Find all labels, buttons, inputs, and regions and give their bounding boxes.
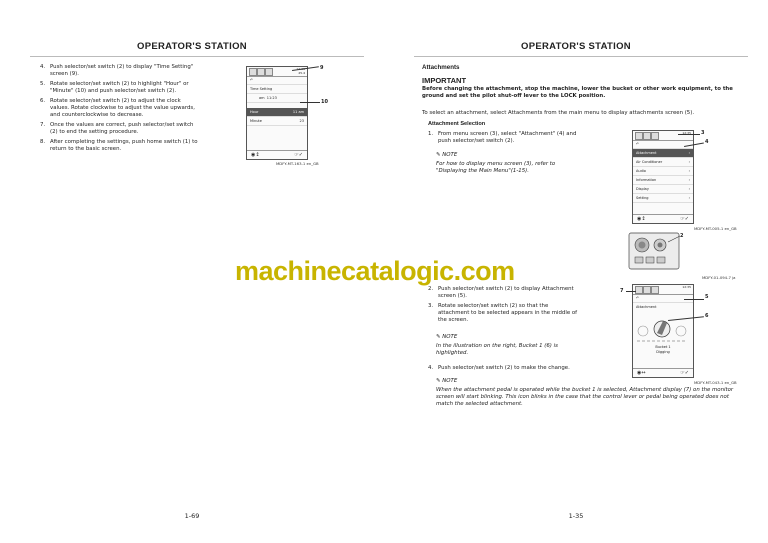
- screen-bottom-bar: [633, 368, 693, 377]
- important-text: Before changing the attachment, stop the machine, lower the bucket or other work equipment, to the ground and set the pilot shut-off lever to the LOCK position.: [422, 86, 733, 99]
- step-item: 1. From menu screen (3), select "Attachment" (4) and push selector/set switch (2).: [428, 131, 577, 144]
- section-heading: Attachments: [422, 64, 460, 71]
- figure-caption: MDFY-MT-163-1 en_GB: [276, 161, 319, 166]
- time-display: am 11:23: [247, 94, 307, 103]
- screen-status-bar: [633, 131, 693, 141]
- note-text: For how to display menu screen (3), refer to "Displaying the Main Menu"(1-15).: [436, 161, 556, 174]
- left-page-title: OPERATOR'S STATION: [137, 41, 247, 52]
- callout-3: 3: [701, 130, 705, 136]
- menu-item-attachment: Attachment ›: [633, 149, 693, 158]
- step-item: 4. Push selector/set switch (2) to display "Time Setting" screen (9).: [40, 64, 194, 77]
- callout-10: 10: [321, 99, 328, 105]
- switch-panel-figure: [628, 232, 682, 272]
- screen-title: Attachment: [636, 305, 657, 309]
- step-item: 3. Rotate selector/set switch (2) so that the attachment to be selected appears in the middle of the screen.: [428, 303, 578, 323]
- step-item: 8. After completing the settings, push home switch (1) to return to the basic screen.: [40, 139, 198, 152]
- status-cell: [651, 132, 659, 140]
- callout-6: 6: [705, 313, 709, 319]
- confirm-check-icon: ☞✓: [294, 152, 303, 158]
- screen-bottom-bar: [633, 214, 693, 223]
- figure-caption: MDFY-01-094-7 ja: [702, 275, 736, 280]
- screen-status-bar: [633, 285, 693, 295]
- menu-item-information: Information ›: [633, 176, 693, 185]
- minute-row: Minute 23: [247, 117, 307, 126]
- menu-item-display: Display ›: [633, 185, 693, 194]
- watermark-text: machinecatalogic.com: [235, 256, 515, 286]
- menu-item-setting: Setting ›: [633, 194, 693, 203]
- steps-a: [428, 131, 578, 148]
- callout-5: 5: [705, 294, 709, 300]
- bucket-carousel: [633, 311, 691, 345]
- note-label: ✎ NOTE: [436, 152, 458, 158]
- status-cell: [643, 132, 651, 140]
- note-label: ✎ NOTE: [436, 378, 458, 384]
- steps-c: [428, 365, 578, 375]
- confirm-check-icon: ☞✓: [680, 370, 689, 376]
- step-item: 6. Rotate selector/set switch (2) to adjust the clock values. Rotate clockwise to adjust the value upwards, and counterclockwise to decrease.: [40, 98, 195, 118]
- left-title-rule: [30, 56, 364, 57]
- subsection-heading: Attachment Selection: [428, 121, 486, 127]
- step-item: 5. Rotate selector/set switch (2) to highlight "Hour" or "Minute" (10) and push selector/set switch (2).: [40, 81, 189, 94]
- figure-caption: MDFY-MT-043-1 en_GB: [694, 380, 737, 385]
- note-text: When the attachment pedal is operated while the bucket 1 is selected, Attachment display (7) on the monitor screen will start blinking. This icon blinks in the case that the control lever or pedal being operated does not match the selected attachment.: [436, 387, 734, 407]
- callout-leader: [678, 134, 700, 135]
- callout-9: 9: [320, 65, 324, 71]
- note-text: In the illustration on the right, Bucket 1 (6) is highlighted.: [436, 343, 558, 356]
- callout-2: 2: [680, 233, 684, 239]
- selected-attachment: Bucket 1 Digging: [655, 345, 671, 354]
- callout-leader: [300, 102, 320, 103]
- callout-leader: [684, 299, 704, 300]
- screen-clock: 12:35: [682, 131, 691, 135]
- callout-4: 4: [705, 139, 709, 145]
- steps-b: [428, 286, 578, 327]
- dial-icon: ◉↔: [637, 370, 646, 376]
- screen-clock: 12:35: [682, 285, 691, 289]
- back-icon: ↶: [633, 141, 693, 149]
- status-cell: [651, 286, 659, 294]
- confirm-check-icon: ☞✓: [680, 216, 689, 222]
- menu-item-audio: Audio ›: [633, 167, 693, 176]
- dial-icon: ◉↕: [637, 216, 646, 222]
- screen-bottom-bar: [247, 150, 307, 159]
- status-cell: [249, 68, 257, 76]
- screen-clock: 12:35 25.4: [296, 67, 305, 75]
- menu-screen: [632, 130, 694, 224]
- left-page-number: 1-69: [184, 512, 200, 520]
- hour-row: Hour 11 am: [247, 108, 307, 117]
- status-cell: [643, 286, 651, 294]
- pencil-icon: ✎: [436, 378, 441, 384]
- callout-7: 7: [620, 288, 624, 294]
- back-icon: ↶: [633, 295, 693, 303]
- right-page-number: 1-35: [568, 512, 584, 520]
- pencil-icon: ✎: [436, 334, 441, 340]
- right-page-title: OPERATOR'S STATION: [521, 41, 631, 52]
- status-cell: [635, 132, 643, 140]
- intro-text: To select an attachment, select Attachments from the main menu to display attachments screen (5).: [422, 110, 695, 116]
- dial-icon: ◉↕: [251, 152, 260, 158]
- left-steps: [40, 64, 198, 156]
- callout-leader: [626, 291, 636, 292]
- menu-item-air-conditioner: Air Conditioner ›: [633, 158, 693, 167]
- status-cell: [635, 286, 643, 294]
- note-label: ✎ NOTE: [436, 334, 458, 340]
- status-cell: [265, 68, 273, 76]
- step-item: 2. Push selector/set switch (2) to display Attachment screen (5).: [428, 286, 574, 299]
- figure-caption: MDFY-MT-005-1 en_GB: [694, 226, 737, 231]
- pencil-icon: ✎: [436, 152, 441, 158]
- important-label: IMPORTANT: [422, 76, 467, 85]
- back-icon: ↶: [247, 77, 307, 85]
- screen-title: Time Setting: [247, 85, 307, 94]
- status-cell: [257, 68, 265, 76]
- step-item: 4. Push selector/set switch (2) to make the change.: [428, 365, 570, 371]
- right-title-rule: [414, 56, 748, 57]
- step-item: 7. Once the values are correct, push selector/set switch (2) to end the setting procedure.: [40, 122, 194, 135]
- time-setting-screen: [246, 66, 308, 160]
